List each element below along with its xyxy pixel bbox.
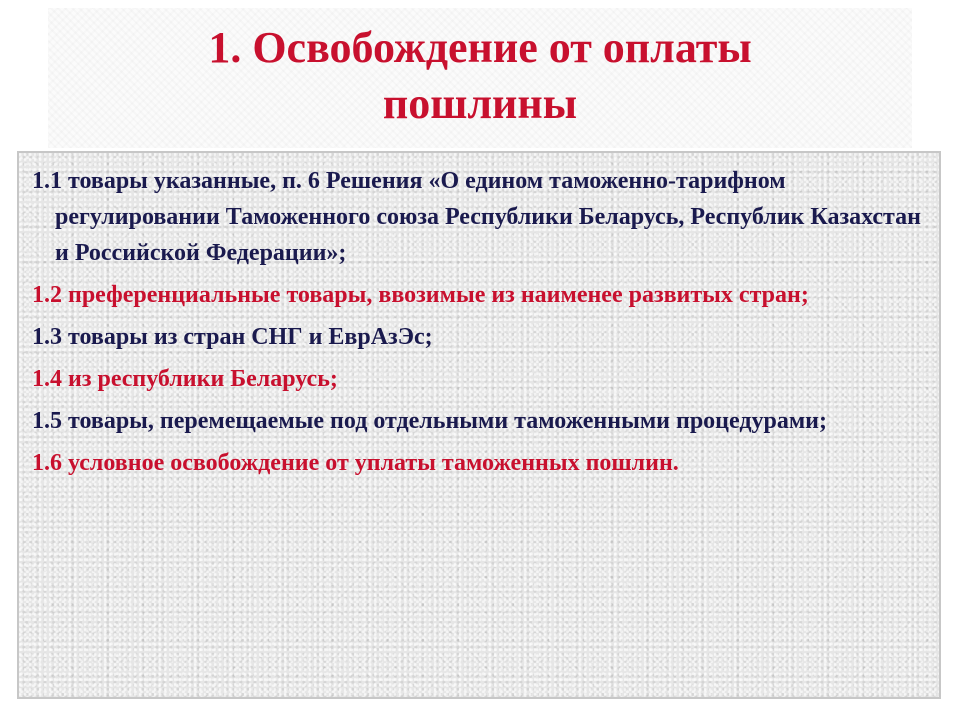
slide-title xyxy=(0,20,960,132)
list-item-1-1: 1.1 товары указанные, п. 6 Решения «О едином таможенно-тарифном регулировании Таможенного союза Республики Беларусь, Республик Казахстан и Российской Федерации»; xyxy=(32,168,921,266)
list-item-1-2: 1.2 преференциальные товары, ввозимые из наименее развитых стран; xyxy=(32,282,809,308)
item-list xyxy=(32,163,922,487)
slide-title-line-2: пошлины xyxy=(382,79,578,128)
slide-title-line-1: 1. Освобождение от оплаты xyxy=(208,23,752,72)
list-item-1-4: 1.4 из республики Беларусь; xyxy=(32,366,338,392)
list-item-1-5: 1.5 товары, перемещаемые под отдельными таможенными процедурами; xyxy=(32,408,827,434)
list-item-1-6: 1.6 условное освобождение от уплаты таможенных пошлин. xyxy=(32,450,679,476)
content-box xyxy=(17,151,941,699)
list-item-1-3: 1.3 товары из стран СНГ и ЕврАзЭс; xyxy=(32,324,433,350)
